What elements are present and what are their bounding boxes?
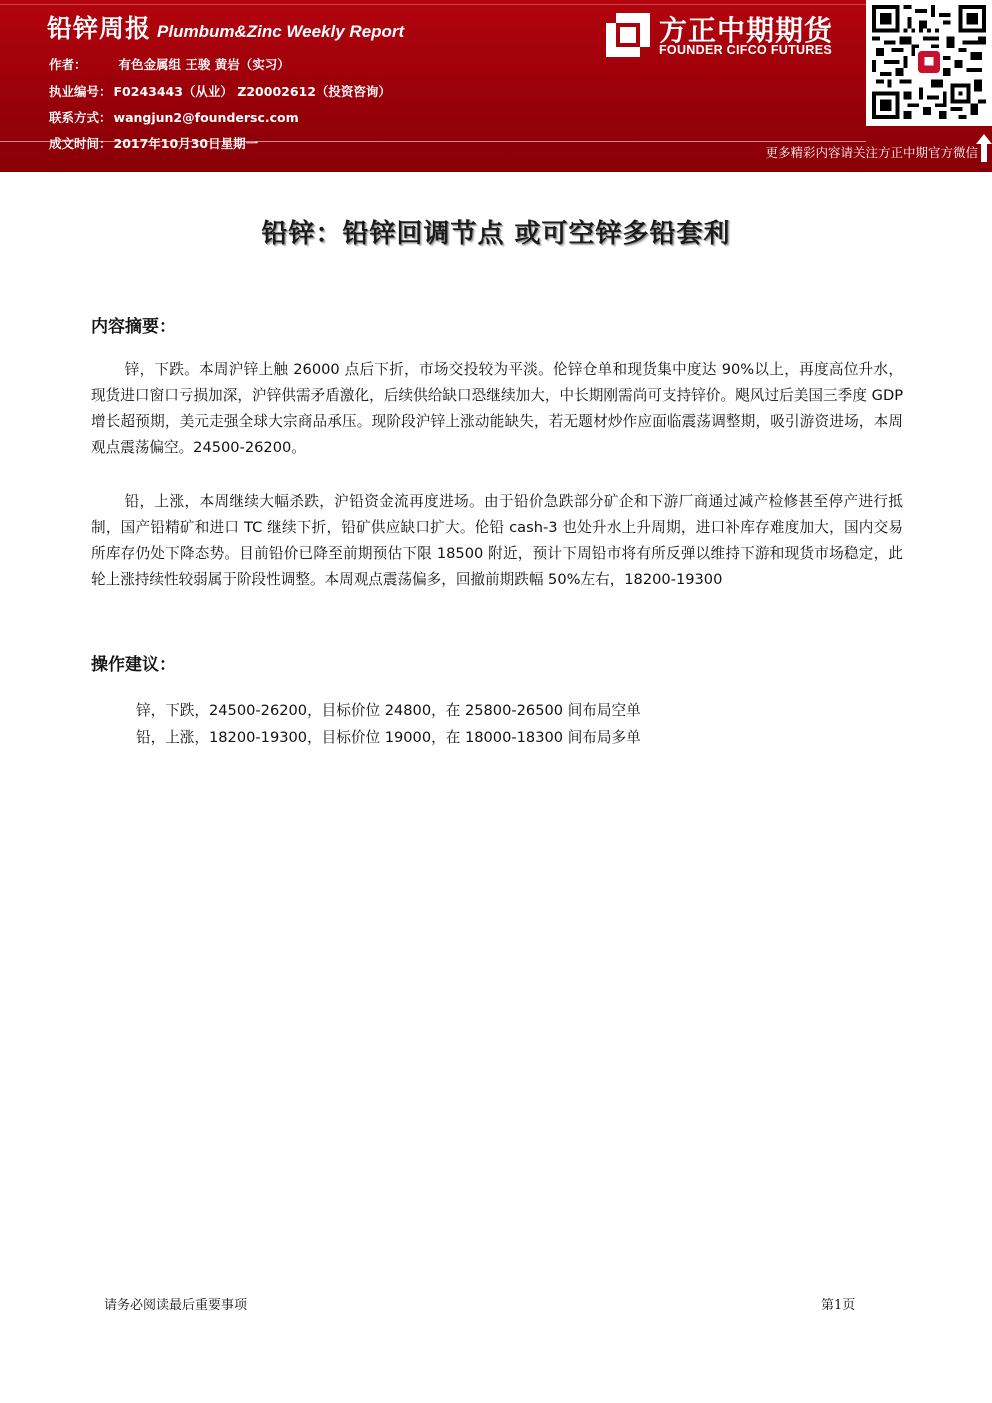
report-title-cn: 铅锌周报 xyxy=(47,14,152,43)
founder-logo-icon xyxy=(606,13,650,57)
author-value: 有色金属组 王骏 黄岩（实习） xyxy=(118,57,290,72)
contact-email[interactable]: wangjun2@foundersc.com xyxy=(113,110,299,125)
page-number: 第1页 xyxy=(821,1298,856,1313)
logo-text-cn: 方正中期期货 xyxy=(659,14,834,47)
wechat-qr-code[interactable] xyxy=(866,0,992,126)
author-row xyxy=(49,55,290,73)
advice-heading: 操作建议： xyxy=(91,655,176,675)
summary-paragraph-zinc: 锌，下跌。本周沪锌上触 26000 点后下折，市场交投较为平淡。伦锌仓单和现货集中度达 90%以上，再度高位升水，现货进口窗口亏损加深，沪锌供需矛盾激化，后续供给缺口恐继续加大，中长期刚需尚可支持锌价。飓风过后美国三季度 GDP 增长超预期，美元走强全球大宗商品承压。现阶段沪锌上涨动能缺失，若无题材炒作应面临震荡调整期，吸引游资进场，本周观点震荡偏空。24500-26200。 xyxy=(91,361,903,456)
header-top-line xyxy=(0,4,990,5)
report-header xyxy=(0,0,992,172)
summary-heading: 内容摘要： xyxy=(91,317,176,337)
contact-label: 联系方式： xyxy=(49,110,112,125)
date-row xyxy=(49,134,258,152)
author-label: 作者： xyxy=(49,57,87,72)
license-label: 执业编号： xyxy=(49,84,112,99)
logo-text-en: FOUNDER CIFCO FUTURES xyxy=(659,43,832,57)
date-label: 成文时间： xyxy=(49,136,112,151)
report-title xyxy=(47,9,404,45)
summary-paragraph-lead: 铅，上涨，本周继续大幅杀跌，沪铅资金流再度进场。由于铅价急跌部分矿企和下游厂商通过减产检修甚至停产进行抵制，国产铅精矿和进口 TC 继续下折，铅矿供应缺口扩大。伦铅 cash-3 也处升水上升周期，进口补库存难度加大，国内交易所库存仍处下降态势。目前铅价已降至前期预估下限 18500 附近，预计下周铅市将有所反弹以维持下游和现货市场稳定，此轮上涨持续性较弱属于阶段性调整。本周观点震荡偏多，回撤前期跌幅 50%左右，18200-19300 xyxy=(91,493,903,588)
date-value: 2017年10月30日星期一 xyxy=(113,136,259,151)
footer-notice: 请务必阅读最后重要事项 xyxy=(104,1298,248,1313)
contact-row xyxy=(49,108,299,126)
qr-code-icon xyxy=(872,5,986,119)
license-row xyxy=(49,82,391,100)
document-title: 铅锌：铅锌回调节点 或可空锌多铅套利 xyxy=(261,219,731,249)
advice-item-lead: 铅，上涨，18200-19300，目标价位 19000，在 18000-18300 间布局多单 xyxy=(136,729,641,746)
wechat-follow-note: 更多精彩内容请关注方正中期官方微信 xyxy=(765,145,978,160)
license-value: F0243443（从业） Z20002612（投资咨询） xyxy=(113,84,391,99)
up-arrow-icon xyxy=(976,134,992,162)
company-logo xyxy=(606,9,856,57)
advice-item-zinc: 锌，下跌，24500-26200，目标价位 24800，在 25800-26500 间布局空单 xyxy=(136,702,641,719)
header-divider xyxy=(0,141,866,142)
report-title-en: Plumbum&Zinc Weekly Report xyxy=(157,22,405,41)
